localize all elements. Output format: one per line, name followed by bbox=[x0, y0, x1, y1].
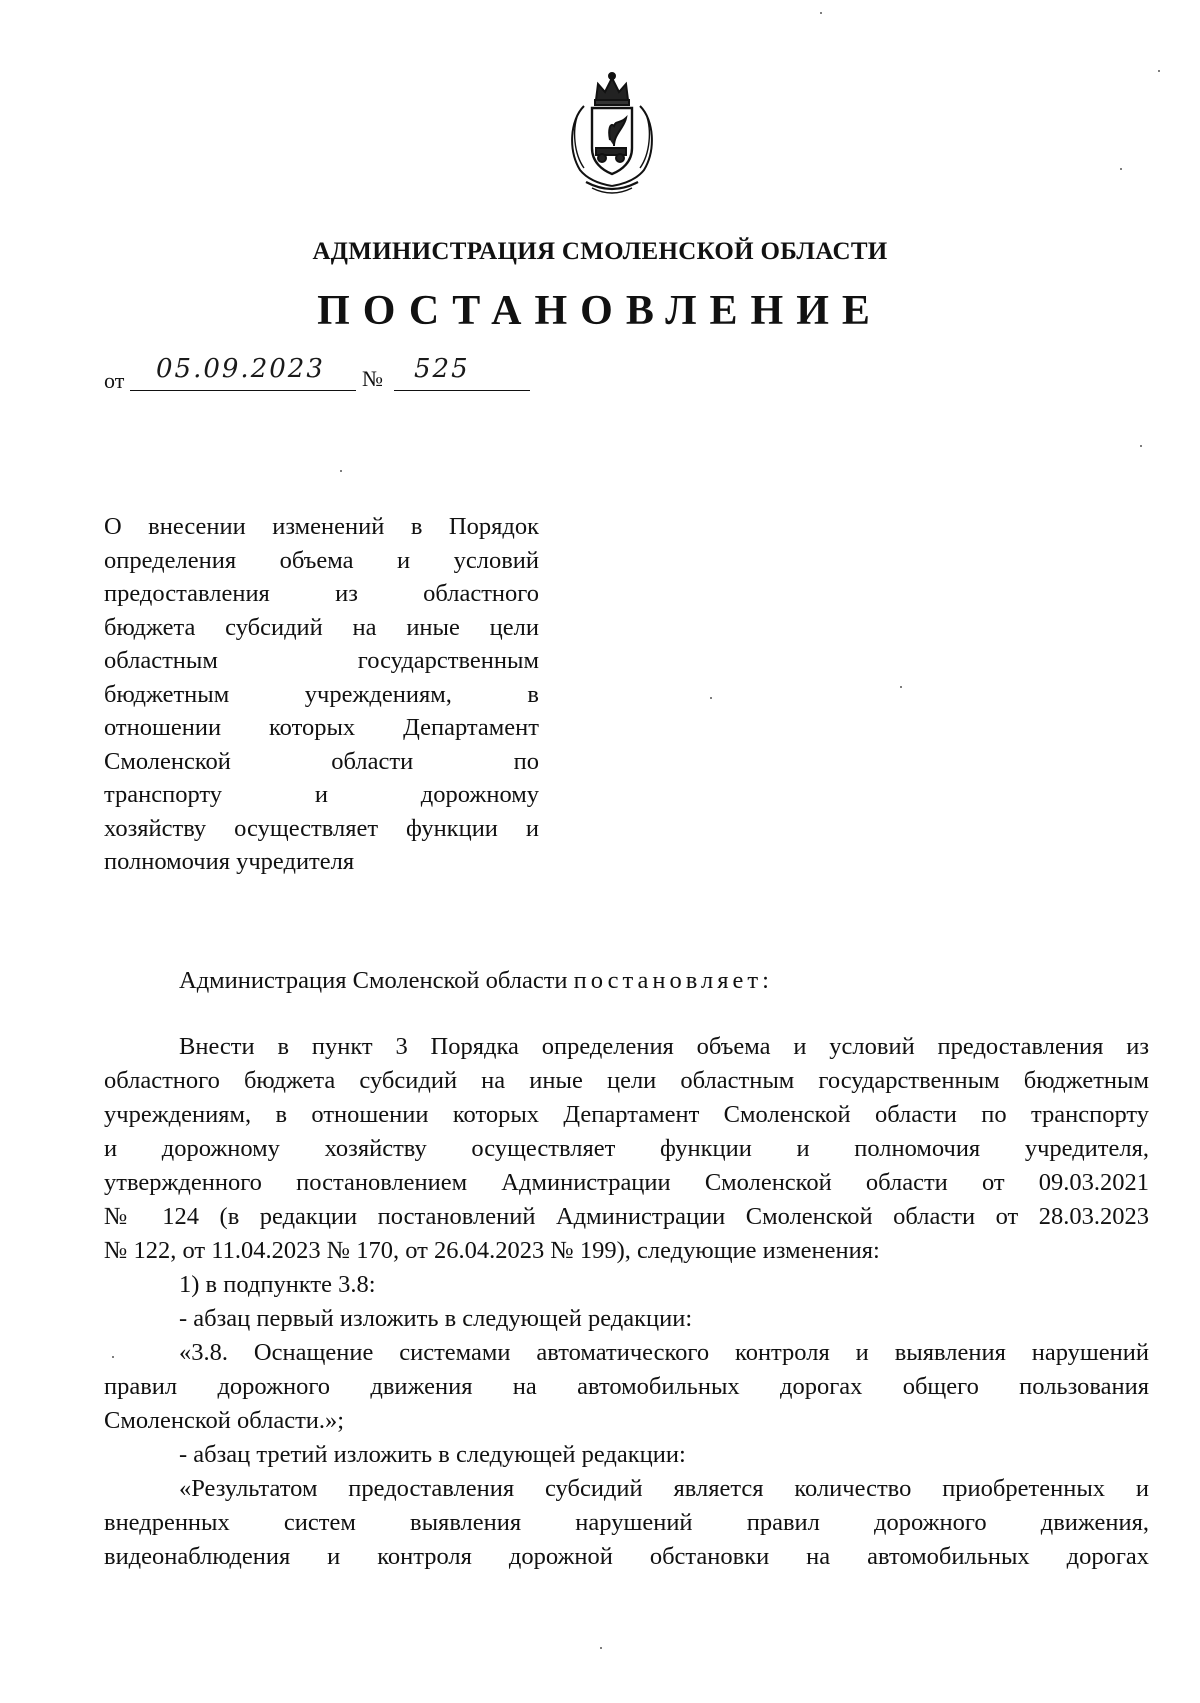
preamble-verb: постановляет: bbox=[573, 967, 773, 994]
body-line: № 124 (в редакции постановлений Администрации Смоленской области от 28.03.2023 bbox=[104, 1203, 1149, 1230]
number-label: № bbox=[362, 366, 383, 391]
number-field bbox=[394, 354, 530, 391]
scan-speck bbox=[1120, 168, 1122, 170]
scan-speck bbox=[710, 697, 712, 699]
subject-line: О внесении изменений в Порядок bbox=[104, 513, 539, 540]
dash-item-2: - абзац третий изложить в следующей редакции: bbox=[179, 1441, 686, 1468]
scan-speck bbox=[1158, 70, 1160, 72]
dash-item-1: - абзац первый изложить в следующей редакции: bbox=[179, 1305, 693, 1332]
body-line: учреждениям, в отношении которых Департамент Смоленской области по транспорту bbox=[104, 1101, 1149, 1128]
scan-speck bbox=[1140, 445, 1142, 447]
subject-line: отношении которых Департамент bbox=[104, 714, 539, 741]
scan-speck bbox=[600, 1647, 602, 1649]
subject-line: полномочия учредителя bbox=[104, 848, 355, 875]
quote1-line: Смоленской области.»; bbox=[104, 1407, 345, 1434]
handwritten-date: 05.09.2023 bbox=[156, 354, 325, 384]
document-subject bbox=[104, 510, 539, 879]
body-line: Внести в пункт 3 Порядка определения объема и условий предоставления из bbox=[179, 1033, 1149, 1060]
body-line: и дорожному хозяйству осуществляет функции и полномочия учредителя, bbox=[104, 1135, 1149, 1162]
scan-speck bbox=[112, 1356, 114, 1358]
subject-line: предоставления из областного bbox=[104, 580, 539, 607]
quote2-line: «Результатом предоставления субсидий является количество приобретенных и bbox=[179, 1475, 1149, 1502]
subject-line: областным государственным bbox=[104, 647, 539, 674]
subject-line: транспорту и дорожному bbox=[104, 781, 539, 808]
subject-line: бюджетным учреждениям, в bbox=[104, 680, 539, 708]
document-type-title: ПОСТАНОВЛЕНИЕ bbox=[317, 288, 883, 334]
quote1-line: правил дорожного движения на автомобильных дорогах общего пользования bbox=[104, 1373, 1149, 1400]
scan-speck bbox=[340, 470, 342, 472]
quote2-line: видеонаблюдения и контроля дорожной обстановки на автомобильных дорогах bbox=[104, 1543, 1149, 1570]
subject-line: Смоленской области по bbox=[104, 747, 539, 775]
subject-line: определения объема и условий bbox=[104, 546, 539, 574]
quote2-line: внедренных систем выявления нарушений правил дорожного движения, bbox=[104, 1509, 1149, 1536]
preamble-text: Администрация Смоленской области bbox=[179, 967, 568, 994]
item-1: 1) в подпункте 3.8: bbox=[179, 1271, 376, 1298]
handwritten-number: 525 bbox=[414, 354, 470, 384]
preamble bbox=[104, 964, 1149, 998]
quote1-line: «3.8. Оснащение системами автоматического контроля и выявления нарушений bbox=[179, 1339, 1149, 1366]
from-label: от bbox=[104, 368, 125, 393]
coat-of-arms-emblem bbox=[562, 70, 662, 198]
document-body bbox=[104, 964, 1149, 1574]
scan-speck bbox=[820, 12, 822, 14]
scan-speck bbox=[900, 686, 902, 688]
body-line: утвержденного постановлением Администрации Смоленской области от 09.03.2021 bbox=[104, 1169, 1149, 1196]
subject-line: бюджета субсидий на иные цели bbox=[104, 613, 539, 641]
organization-name: АДМИНИСТРАЦИЯ СМОЛЕНСКОЙ ОБЛАСТИ bbox=[312, 238, 888, 265]
body-line: № 122, от 11.04.2023 № 170, от 26.04.2023 № 199), следующие изменения: bbox=[104, 1237, 880, 1264]
subject-line: хозяйству осуществляет функции и bbox=[104, 814, 539, 842]
body-line: областного бюджета субсидий на иные цели областным государственным бюджетным bbox=[104, 1067, 1149, 1094]
date-field bbox=[130, 354, 356, 391]
